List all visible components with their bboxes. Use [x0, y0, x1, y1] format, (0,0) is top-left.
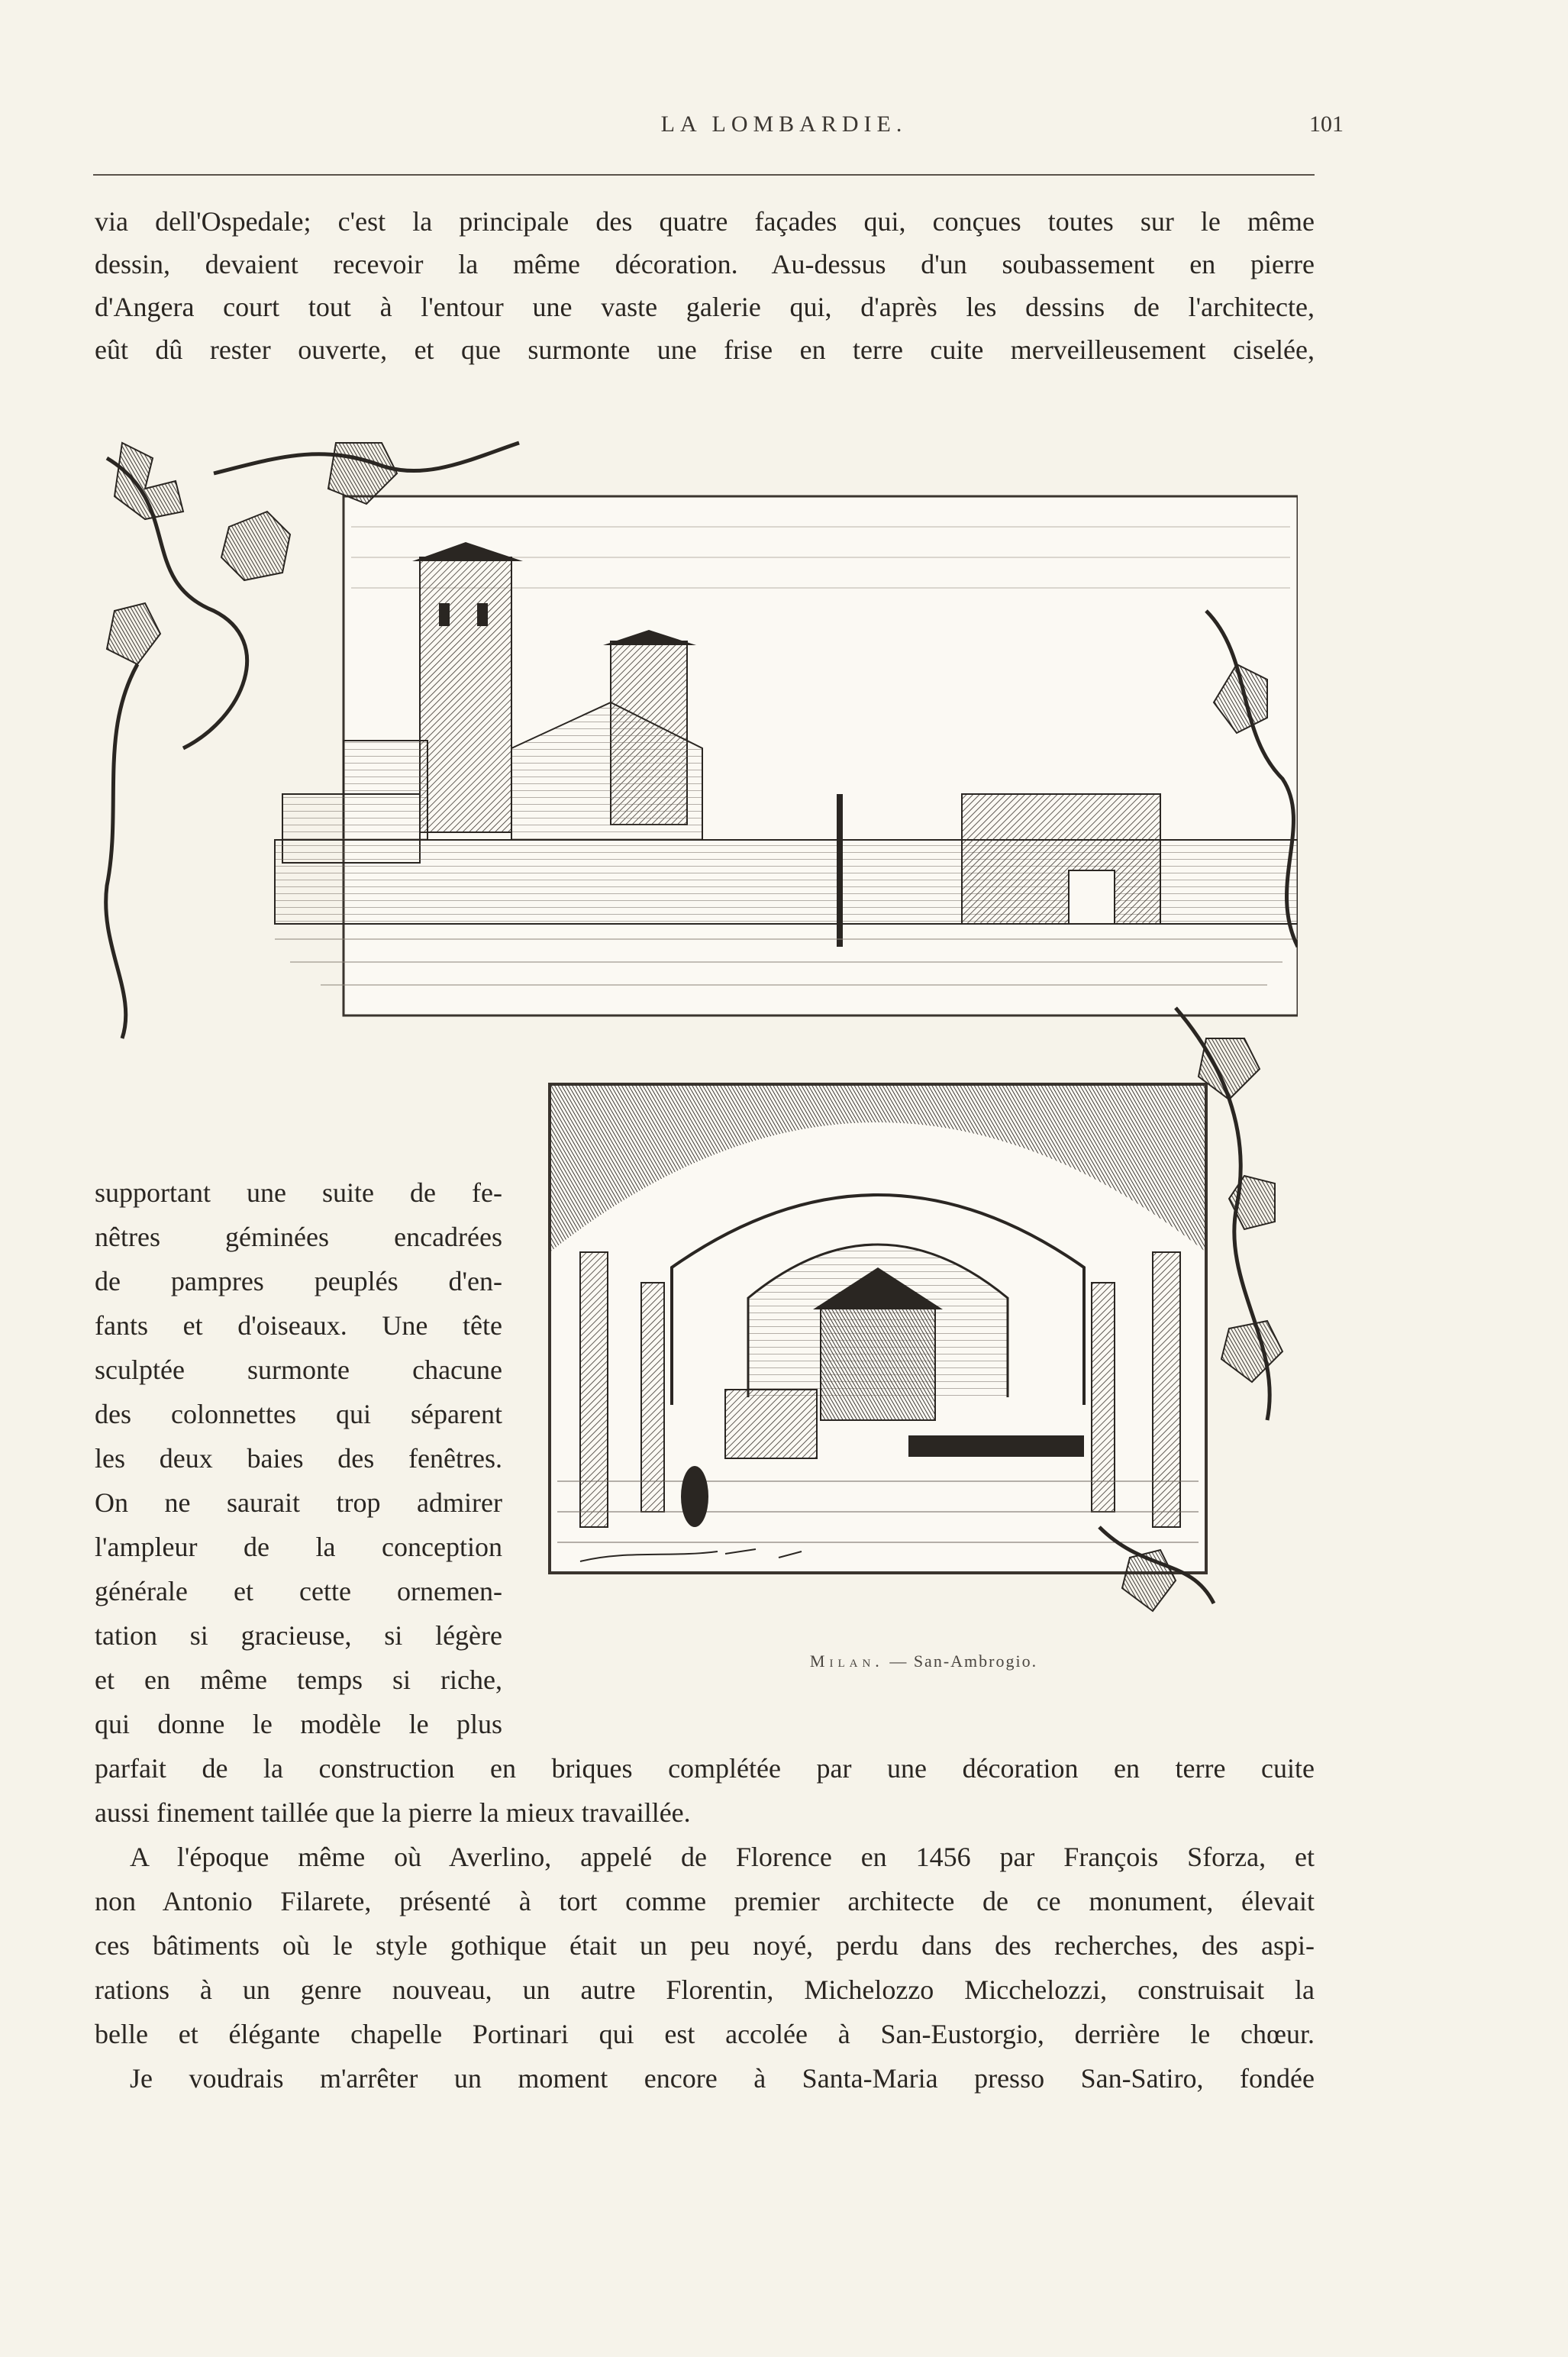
text-line: tation si gracieuse, si légère [95, 1620, 502, 1651]
page-number: 101 [1309, 111, 1344, 137]
caption-separator: — [883, 1652, 914, 1671]
text-line: eût dû rester ouverte, et que surmonte une frise en terre cuite merveilleusement ciselée, [95, 334, 1315, 365]
figure-caption [748, 1652, 1099, 1671]
text-line: Je voudrais m'arrêter un moment encore à Santa-Maria presso San-Satiro, fondée [130, 2063, 1315, 2094]
text-line: aussi finement taillée que la pierre la mieux travaillée. [95, 1797, 691, 1828]
text-line: qui donne le modèle le plus [95, 1709, 502, 1739]
text-line: générale et cette ornemen- [95, 1576, 502, 1606]
caption-place: San-Ambrogio. [913, 1652, 1038, 1671]
text-line: belle et élégante chapelle Portinari qui est accolée à San-Eustorgio, derrière le chœur. [95, 2019, 1315, 2049]
text-line: parfait de la construction en briques complétée par une décoration en terre cuite [95, 1753, 1315, 1784]
text-line: de pampres peuplés d'en- [95, 1266, 502, 1296]
text-line: l'ampleur de la conception [95, 1532, 502, 1562]
text-line: d'Angera court tout à l'entour une vaste galerie qui, d'après les dessins de l'architecte, [95, 292, 1315, 322]
text-line: On ne saurait trop admirer [95, 1487, 502, 1518]
text-line: non Antonio Filarete, présenté à tort comme premier architecte de ce monument, élevait [95, 1886, 1315, 1916]
text-line: fants et d'oiseaux. Une tête [95, 1310, 502, 1341]
header-rule [93, 174, 1315, 176]
text-line: A l'époque même où Averlino, appelé de Florence en 1456 par François Sforza, et [130, 1842, 1315, 1872]
text-line: les deux baies des fenêtres. [95, 1443, 502, 1474]
text-line: nêtres géminées encadrées [95, 1222, 502, 1252]
exterior-view [275, 496, 1298, 1015]
text-line: dessin, devaient recevoir la même décoration. Au-dessus d'un soubassement en pierre [95, 249, 1315, 279]
text-line: des colonnettes qui séparent [95, 1399, 502, 1429]
interior-view [550, 1084, 1206, 1573]
running-title: LA LOMBARDIE. [660, 111, 908, 137]
text-line: et en même temps si riche, [95, 1664, 502, 1695]
text-line: rations à un genre nouveau, un autre Florentin, Michelozzo Micchelozzi, construisait la [95, 1974, 1315, 2005]
text-line: ces bâtiments où le style gothique était un peu noyé, perdu dans des recherches, des aspi- [95, 1930, 1315, 1961]
caption-city: Milan. [809, 1652, 884, 1671]
text-line: supportant une suite de fe- [95, 1177, 502, 1208]
text-line: sculptée surmonte chacune [95, 1354, 502, 1385]
text-line: via dell'Ospedale; c'est la principale des quatre façades qui, conçues toutes sur le même [95, 206, 1315, 237]
